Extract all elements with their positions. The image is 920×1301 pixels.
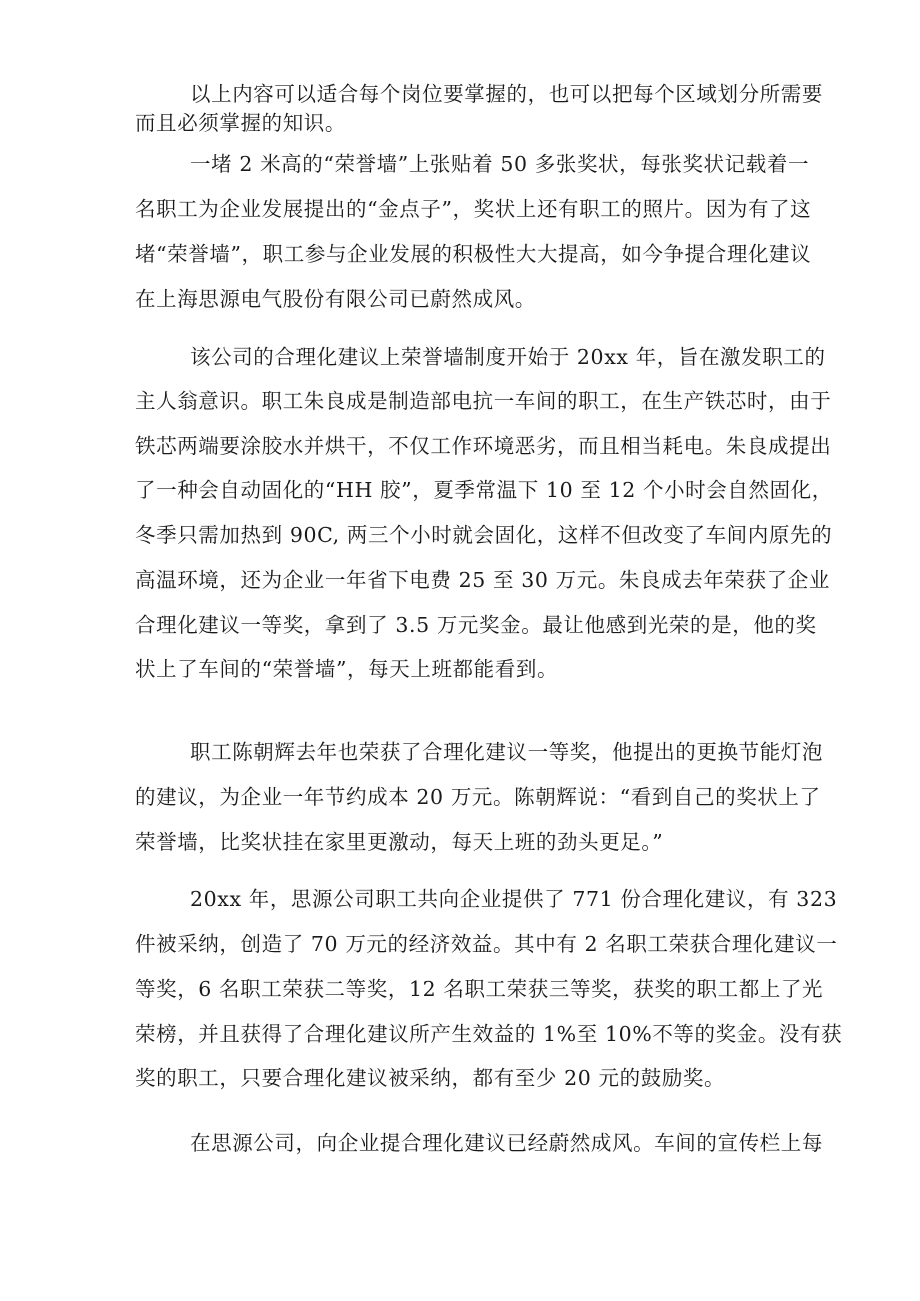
text-line: 20xx 年，思源公司职工共向企业提供了 771 份合理化建议，有 323 — [190, 887, 838, 911]
text-line: 奖的职工，只要合理化建议被采纳，都有至少 20 元的鼓励奖。 — [135, 1066, 726, 1090]
text-line: 职工陈朝辉去年也荣获了合理化建议一等奖，他提出的更换节能灯泡 — [190, 740, 823, 764]
text-line: 铁芯两端要涂胶水并烘干，不仅工作环境恶劣，而且相当耗电。朱良成提出 — [135, 434, 832, 458]
text-line: 在上海思源电气股份有限公司已蔚然成风。 — [135, 287, 536, 311]
text-line: 状上了车间的“荣誉墙”，每天上班都能看到。 — [135, 657, 559, 681]
text-line: 在思源公司，向企业提合理化建议已经蔚然成风。车间的宣传栏上每 — [190, 1131, 823, 1155]
text-line: 等奖，6 名职工荣获二等奖，12 名职工荣获三等奖，获奖的职工都上了光 — [135, 977, 824, 1001]
text-line: 名职工为企业发展提出的“金点子”，奖状上还有职工的照片。因为有了这 — [135, 197, 812, 221]
text-line: 该公司的合理化建议上荣誉墙制度开始于 20xx 年，旨在激发职工的 — [190, 345, 826, 369]
text-line: 件被采纳，创造了 70 万元的经济效益。其中有 2 名职工荣获合理化建议一 — [135, 932, 838, 956]
text-line: 一堵 2 米高的“荣誉墙”上张贴着 50 多张奖状，每张奖状记载着一 — [190, 152, 810, 176]
text-line: 冬季只需加热到 90C, 两三个小时就会固化，这样不但改变了车间内原先的 — [135, 523, 833, 547]
text-line: 荣誉墙，比奖状挂在家里更激动，每天上班的劲头更足。” — [135, 830, 664, 854]
text-line: 的建议，为企业一年节约成本 20 万元。陈朝辉说：“看到自己的奖状上了 — [135, 785, 821, 809]
text-line: 了一种会自动固化的“HH 胶”，夏季常温下 10 至 12 个小时会自然固化， — [135, 478, 833, 502]
text-line: 而且必须掌握的知识。 — [135, 111, 346, 135]
text-line: 主人翁意识。职工朱良成是制造部电抗一车间的职工，在生产铁芯时，由于 — [135, 389, 832, 413]
text-line: 高温环境，还为企业一年省下电费 25 至 30 万元。朱良成去年荣获了企业 — [135, 568, 830, 592]
text-line: 以上内容可以适合每个岗位要掌握的，也可以把每个区域划分所需要 — [190, 82, 823, 106]
text-line: 合理化建议一等奖，拿到了 3.5 万元奖金。最让他感到光荣的是，他的奖 — [135, 613, 817, 637]
text-line: 堵“荣誉墙”，职工参与企业发展的积极性大大提高，如今争提合理化建议 — [135, 242, 812, 266]
text-line: 荣榜，并且获得了合理化建议所产生效益的 1%至 10%不等的奖金。没有获 — [135, 1022, 843, 1046]
